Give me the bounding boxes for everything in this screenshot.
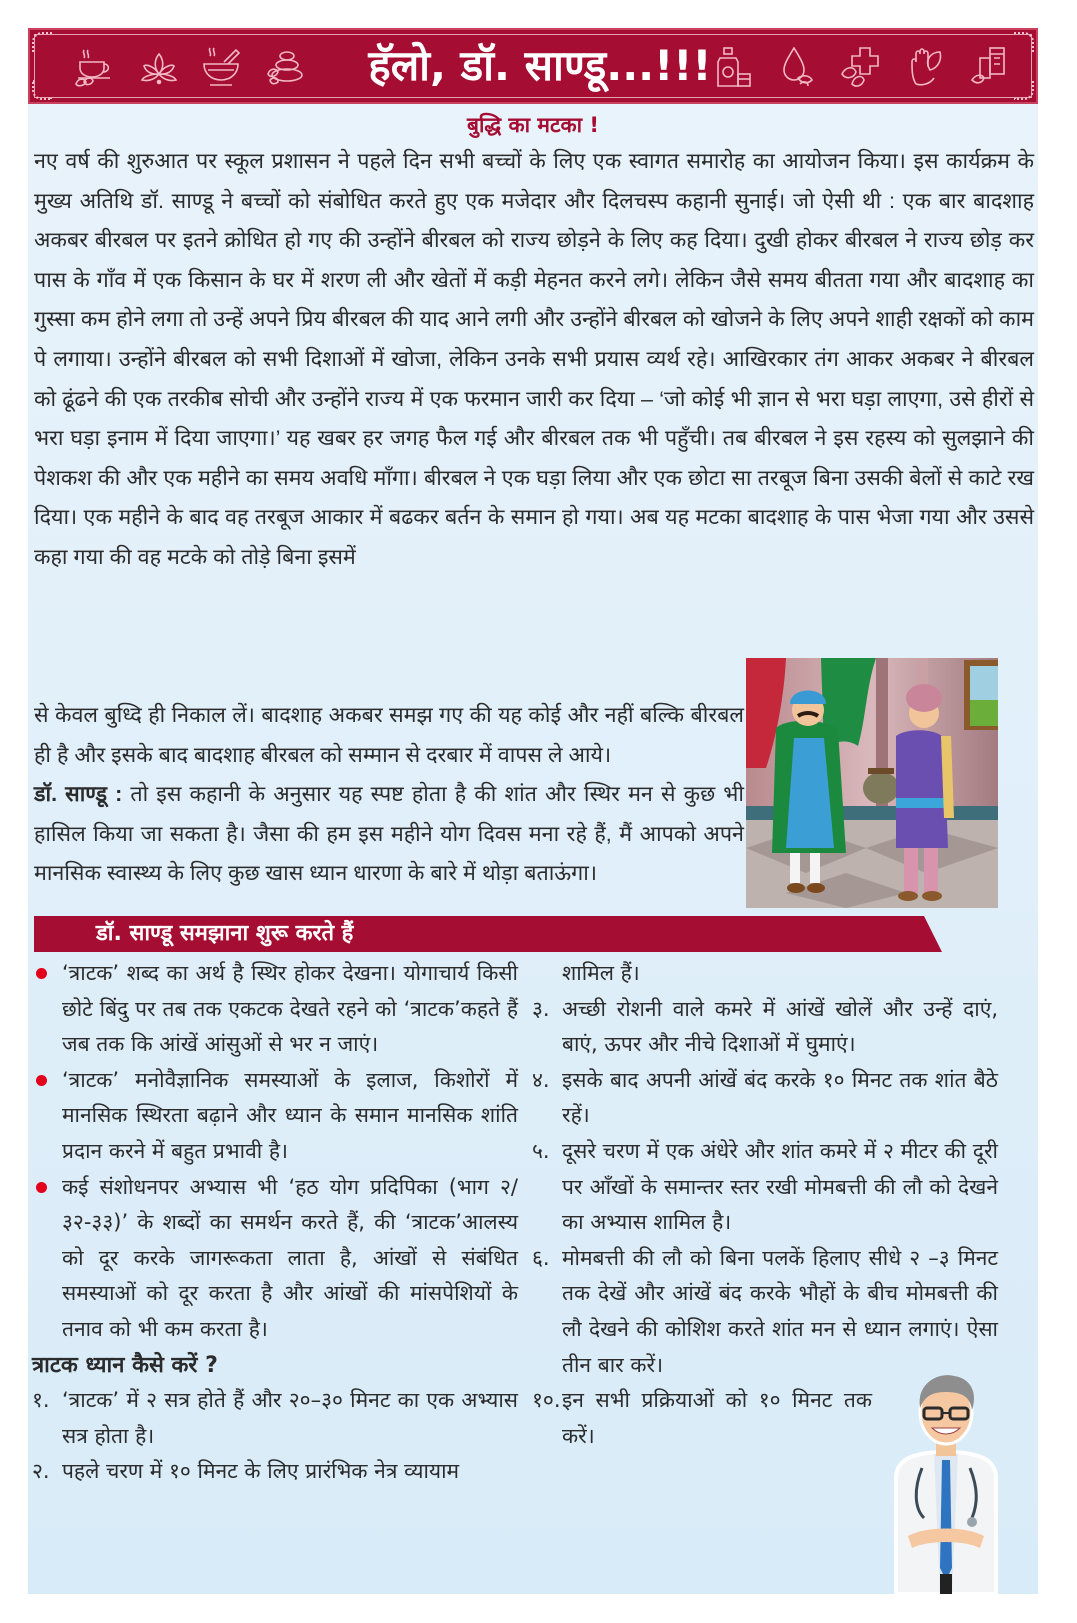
lotus-icon [136, 44, 182, 90]
content-area [28, 104, 1038, 1594]
how-to-title: त्राटक ध्यान कैसे करें ? [32, 1352, 218, 1378]
step-text: दूसरे चरण में एक अंधेरे और शांत कमरे में २ मीटर की दूरी पर आँखों के समान्तर स्तर रखी मोमबत्ती की लौ को देखने का अभ्यास शामिल है। [562, 1138, 998, 1235]
step-item [532, 1383, 872, 1454]
corner-ornament [32, 32, 52, 52]
step-text: मोमबत्ती की लौ को बिना पलकें हिलाए सीधे २ –३ मिनट तक देखें और आंखें बंद करके भौहों के बीच मोमबत्ती की लौ देखने की कोशिश करते शांत मन से ध्यान लगाएं। ऐसा तीन बार करें। [562, 1245, 998, 1377]
bullet-item [32, 956, 518, 1063]
bullet-item [32, 1170, 518, 1348]
oil-drop-icon [774, 44, 820, 90]
tea-cup-icon [72, 44, 118, 90]
doctor-remark-text: तो इस कहानी के अनुसार यह स्पष्ट होता है की शांत और स्थिर मन से कुछ भी हासिल किया जा सकता है। जैसा की हम इस महीने योग दिवस मना रहे हैं, मैं आपको अपने मानसिक स्वास्थ्य के लिए कुछ खास ध्यान धारणा के बारे में थोड़ा बताऊंगा। [34, 782, 744, 886]
step-number: ४. [532, 1067, 550, 1092]
step-text: पहले चरण में १० मिनट के लिए प्रारंभिक नेत्र व्यायाम [62, 1459, 460, 1484]
step-number: ३. [532, 996, 550, 1021]
step-item [532, 992, 998, 1063]
akbar-birbal-illustration [746, 658, 998, 908]
step-item [532, 1241, 998, 1383]
banner-title: हॅलो, डॉ. साण्डू...!!! [368, 41, 712, 90]
pill-box-icon [968, 44, 1014, 90]
story-paragraph: नए वर्ष की शुरुआत पर स्कूल प्रशासन ने पहले दिन सभी बच्चों के लिए एक स्वागत समारोह का आयोजन किया। इस कार्यक्रम के मुख्य अतिथि डॉ. साण्डू ने बच्चों को संबोधित करते हुए एक मजेदार और दिलचस्प कहानी सुनाई। जो ऐसी थी : एक बार बादशाह अकबर बीरबल पर इतने क्रोधित हो गए की उन्होंने बीरबल को राज्य छोड़ने के लिए कह दिया। दुखी होकर बीरबल ने राज्य छोड़ कर पास के गाँव में एक किसान के घर में शरण ली और खेतों में कड़ी मेहनत करने लगे। लेकिन जैसे समय बीतता गया और बादशाह का गुस्सा कम होने लगा तो उन्हें अपने प्रिय बीरबल की याद आने लगी और उन्होंने बीरबल को खोजने के लिए अपने शाही रक्षकों को काम पे लगाया। उन्होंने बीरबल को सभी दिशाओं में खोजा, लेकिन उनके सभी प्रयास व्यर्थ रहे। आखिरकार तंग आकर अकबर ने बीरबल को ढूंढने की एक तरकीब सोची और उन्होंने राज्य में एक फरमान जारी कर दिया – ‘जो कोई भी ज्ञान से भरा घड़ा लाएगा, उसे हीरों से भरा घड़ा इनाम में दिया जाएगा।’ यह खबर हर जगह फैल गई और बीरबल तक भी पहुँची। तब बीरबल ने इस रहस्य को सुलझाने की पेशकश की और एक महीने का समय अवधि माँगा। बीरबल ने एक घड़ा लिया और एक छोटा सा तरबूज बिना उसकी बेलों से काटे रख दिया। एक महीने के बाद वह तरबूज आकार में बढकर बर्तन के समान हो गया। अब यह मटका बादशाह के पास भेजा गया और उससे कहा गया की वह मटके को तोड़े बिना इसमें [34, 149, 1034, 569]
section-header [34, 916, 942, 952]
doctor-label: डॉ. साण्डू : [34, 782, 123, 807]
story-title: बुद्धि का मटका ! [467, 113, 599, 137]
step-text: अच्छी रोशनी वाले कमरे में आंखें खोलें और उन्हें दाएं, बाएं, ऊपर और नीचे दिशाओं में घुमाएं। [562, 996, 998, 1057]
mortar-pestle-icon [198, 44, 244, 90]
medical-cross-leaf-icon [838, 44, 884, 90]
step-number: ६. [532, 1245, 550, 1270]
bullet-text: कई संशोधनपर अभ्यास भी ‘हठ योग प्रदिपिका (भाग २/ ३२-३३)’ के शब्दों का समर्थन करते हैं, की ‘त्राटक’आलस्य को दूर करके जागरूकता लाता है, आंखों से संबंधित समस्याओं को दूर करता है और आंखों की मांसपेशियों के तनाव को भी कम करता है। [62, 1174, 518, 1341]
doctor-illustration [886, 1368, 1006, 1594]
left-column [32, 956, 518, 1490]
step-continuation: शामिल हैं। [562, 961, 640, 985]
step-number: १. [32, 1388, 50, 1413]
medicine-bottle-icon [710, 44, 756, 90]
corner-ornament [32, 80, 52, 100]
hand-leaf-icon [904, 44, 950, 90]
step-number: ५. [532, 1138, 550, 1163]
doctor-remark [34, 775, 744, 894]
step-item [532, 1134, 998, 1241]
bullet-dot-icon [36, 1182, 47, 1193]
step-number: २. [32, 1459, 50, 1484]
bullet-dot-icon [36, 1075, 47, 1086]
step-number: १०. [532, 1388, 561, 1413]
corner-ornament [1014, 32, 1034, 52]
step-item [32, 1454, 518, 1490]
story-ending-paragraph: से केवल बुध्दि ही निकाल लें। बादशाह अकबर समझ गए की यह कोई और नहीं बल्कि बीरबल ही है और इसके बाद बादशाह बीरबल को सम्मान से दरबार में वापस ले आये। [34, 703, 744, 767]
newsletter-page [28, 28, 1038, 1594]
section-title: डॉ. साण्डू समझाना शुरू करते हैं [96, 921, 354, 946]
step-item [32, 1383, 518, 1454]
step-item [532, 1063, 998, 1134]
spa-stones-icon [262, 44, 308, 90]
step-text: इसके बाद अपनी आंखें बंद करके १० मिनट तक शांत बैठे रहें। [562, 1067, 998, 1128]
story-conclusion [34, 696, 744, 894]
header-banner [28, 28, 1038, 104]
step-text: ‘त्राटक’ में २ सत्र होते हैं और २०–३० मिनट का एक अभ्यास सत्र होता है। [62, 1388, 518, 1448]
corner-ornament [1014, 80, 1034, 100]
bullet-text: ‘त्राटक’ मनोवैज्ञानिक समस्याओं के इलाज, किशोरों में मानसिक स्थिरता बढ़ाने और ध्यान के समान मानसिक शांति प्रदान करने में बहुत प्रभावी है। [62, 1067, 518, 1163]
bullet-text: ‘त्राटक’ शब्द का अर्थ है स्थिर होकर देखना। योगाचार्य किसी छोटे बिंदु पर तब तक एकटक देखते रहने को ‘त्राटक’कहते हैं जब तक कि आंखें आंसुओं से भर न जाएं। [62, 961, 518, 1057]
step-text: इन सभी प्रक्रियाओं को १० मिनट तक करें। [562, 1388, 872, 1448]
bullet-dot-icon [36, 968, 47, 979]
bullet-item [32, 1063, 518, 1170]
